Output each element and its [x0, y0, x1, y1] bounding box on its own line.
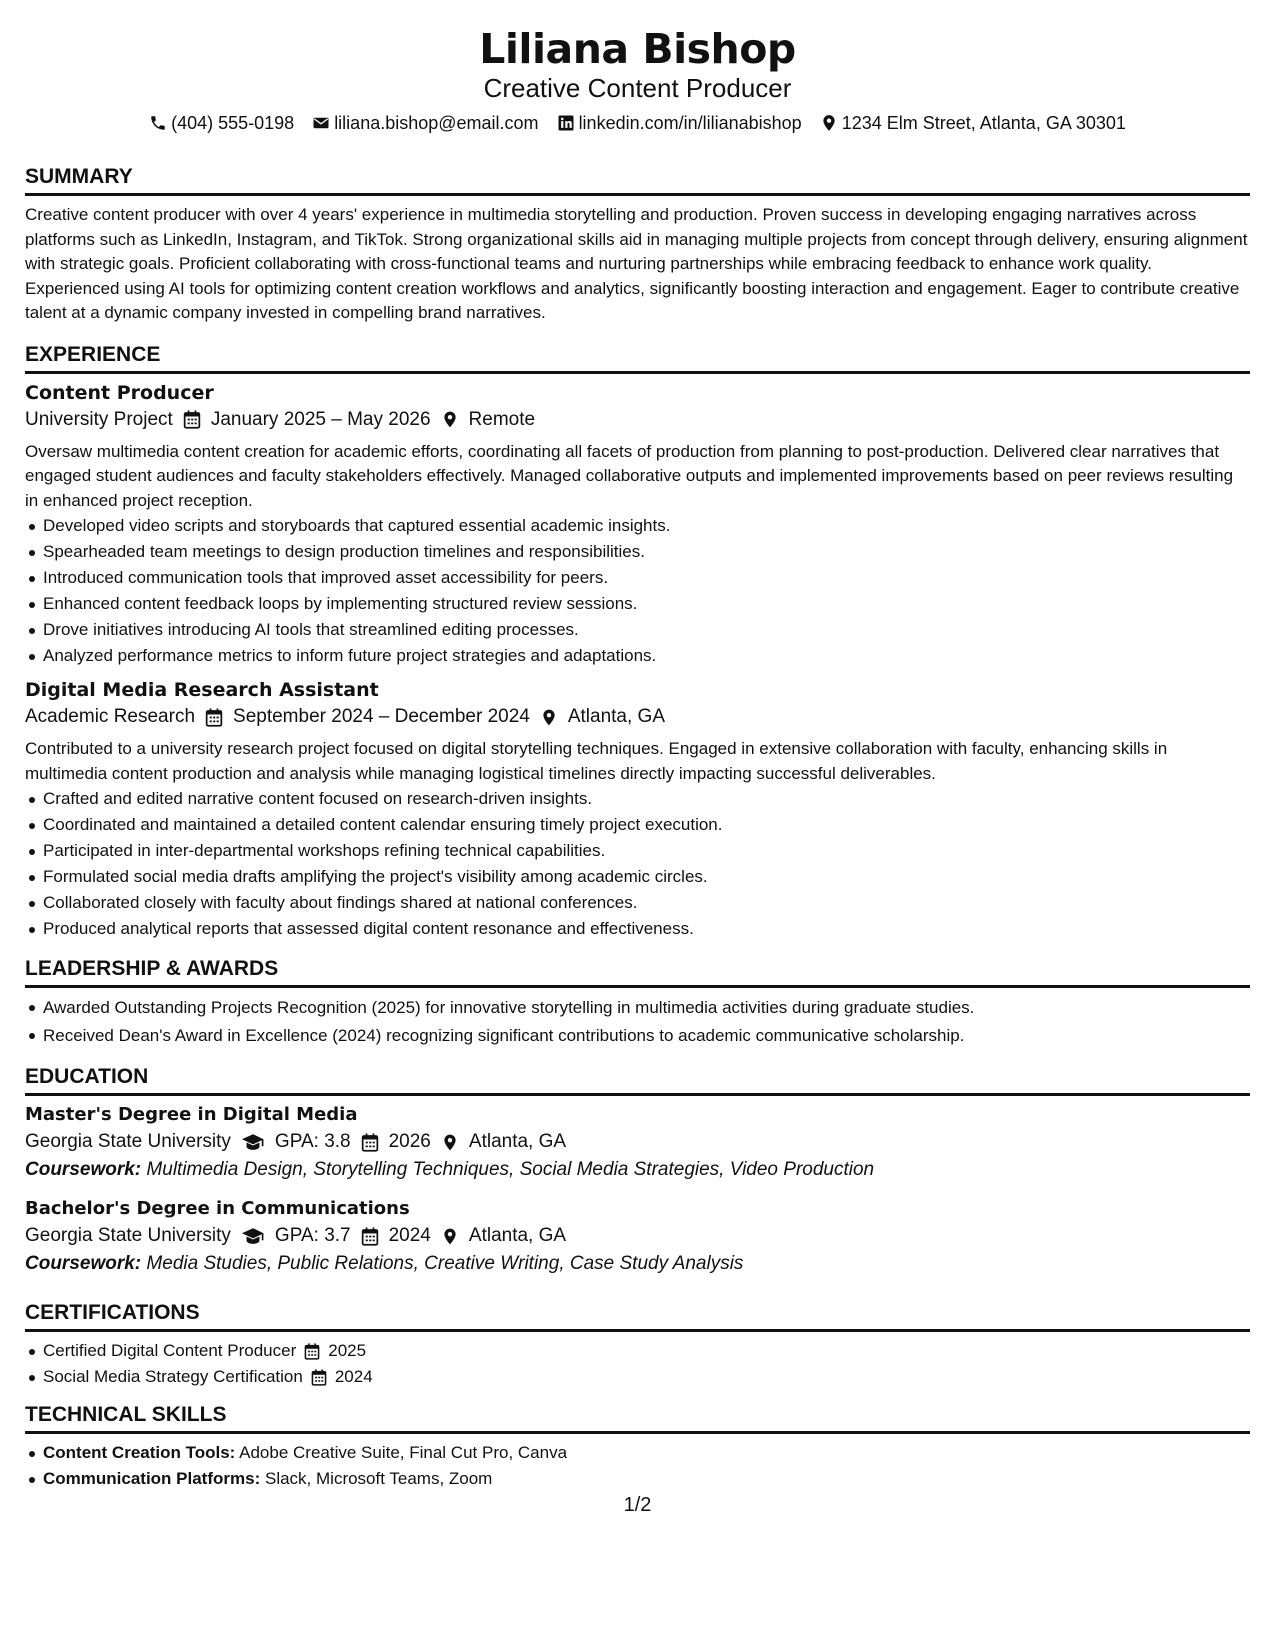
- education-entry: [25, 1102, 1250, 1184]
- skill-value: Adobe Creative Suite, Final Cut Pro, Canva: [239, 1443, 568, 1462]
- degree-title: Bachelor's Degree in Communications: [25, 1198, 410, 1219]
- education-heading: EDUCATION: [25, 1064, 1250, 1096]
- education-entry: [25, 1196, 1250, 1278]
- skill-value: Slack, Microsoft Teams, Zoom: [264, 1469, 493, 1488]
- contact-email-text: liliana.bishop@email.com: [334, 113, 539, 133]
- experience-heading: EXPERIENCE: [25, 342, 1250, 374]
- leadership-list: [25, 994, 1250, 1050]
- degree-meta: [25, 1128, 1250, 1156]
- degree-year: 2024: [388, 1225, 431, 1246]
- job-meta: [25, 406, 1250, 434]
- page-number: 1/2: [623, 1494, 652, 1516]
- certifications-list: [25, 1338, 1250, 1390]
- skills-list: [25, 1440, 1250, 1492]
- summary-text: Creative content producer with over 4 years' experience in multimedia storytelling and production. Proven success in developing engaging narratives across platforms such as LinkedIn, Instagram, and TikTok. Strong organizational skills aid in managing multiple projects from concept through delivery, ensuring alignment with strategic goals. Proficient collaborating with cross-functional teams and nurturing partnerships while embracing feedback to enhance work quality. Experienced using AI tools for optimizing content creation workflows and analytics, significantly boosting interaction and engagement. Eager to contribute creative talent at a dynamic company invested in compelling brand narratives.: [25, 205, 1248, 322]
- map-pin-icon: [441, 410, 459, 429]
- list-item: Produced analytical reports that assessed digital content resonance and effectiveness.: [25, 916, 1250, 942]
- education-section: [25, 1064, 1250, 1278]
- list-item: Participated in inter-departmental workshops refining technical capabilities.: [25, 838, 1250, 864]
- calendar-icon: [311, 1369, 327, 1386]
- list-item: Collaborated closely with faculty about findings shared at national conferences.: [25, 890, 1250, 916]
- school-name: Georgia State University: [25, 1225, 231, 1246]
- phone-icon: [149, 114, 167, 132]
- job-title: Content Producer: [25, 381, 214, 404]
- calendar-icon: [361, 1227, 379, 1246]
- skill-label: Content Creation Tools:: [43, 1443, 236, 1462]
- coursework-line: [25, 1156, 1250, 1184]
- skills-section: [25, 1402, 1250, 1492]
- summary-heading: SUMMARY: [25, 164, 1250, 196]
- job-org: Academic Research: [25, 706, 196, 727]
- calendar-icon: [183, 410, 201, 429]
- job-description: Contributed to a university research project focused on digital storytelling techniques. Engaged in extensive collaboration with faculty, enhancing skills in multimedia content production and analysis while managing logistical timelines directly impacting successful deliverables.: [25, 739, 1168, 783]
- job-title: Digital Media Research Assistant: [25, 679, 379, 701]
- list-item: Analyzed performance metrics to inform future project strategies and adaptations.: [25, 643, 1250, 669]
- coursework-label: Coursework:: [25, 1159, 142, 1180]
- graduation-cap-icon: [241, 1133, 265, 1152]
- school-name: Georgia State University: [25, 1131, 231, 1152]
- degree-title: Master's Degree in Digital Media: [25, 1104, 358, 1125]
- skill-label: Communication Platforms:: [43, 1469, 261, 1488]
- list-item: Spearheaded team meetings to design production timelines and responsibilities.: [25, 539, 1250, 565]
- certifications-heading: CERTIFICATIONS: [25, 1300, 1250, 1332]
- map-pin-icon: [441, 1227, 459, 1246]
- list-item: Crafted and edited narrative content focused on research-driven insights.: [25, 786, 1250, 812]
- list-item: [25, 1364, 1250, 1390]
- contact-linkedin[interactable]: [557, 111, 802, 135]
- experience-section: [25, 342, 1250, 943]
- job-dates: January 2025 – May 2026: [210, 408, 431, 430]
- skills-heading: TECHNICAL SKILLS: [25, 1402, 1250, 1434]
- envelope-icon: [312, 114, 330, 132]
- job-bullets: [25, 513, 1250, 669]
- leadership-section: [25, 956, 1250, 1050]
- degree-gpa: GPA: 3.7: [274, 1225, 351, 1246]
- contact-phone[interactable]: [149, 111, 294, 135]
- list-item: Received Dean's Award in Excellence (2024) recognizing significant contributions to academic communicative scholarship.: [25, 1022, 1250, 1050]
- job-entry: [25, 380, 1250, 670]
- resume-header: [25, 26, 1250, 135]
- calendar-icon: [205, 708, 223, 727]
- contact-phone-text: (404) 555-0198: [171, 113, 295, 133]
- list-item: Formulated social media drafts amplifying the project's visibility among academic circles.: [25, 864, 1250, 890]
- certification-name: Social Media Strategy Certification: [43, 1367, 303, 1386]
- certification-row: [43, 1364, 1250, 1390]
- job-org: University Project: [25, 408, 173, 430]
- job-bullets: [25, 786, 1250, 942]
- job-meta: [25, 703, 1250, 731]
- contact-address: [820, 111, 1126, 135]
- certification-year: 2025: [328, 1341, 367, 1360]
- list-item: Awarded Outstanding Projects Recognition (2025) for innovative storytelling in multimedia activities during graduate studies.: [25, 994, 1250, 1022]
- list-item: Coordinated and maintained a detailed content calendar ensuring timely project execution.: [25, 812, 1250, 838]
- certification-row: [43, 1338, 1250, 1364]
- candidate-headline: Creative Content Producer: [483, 73, 792, 103]
- list-item: Introduced communication tools that improved asset accessibility for peers.: [25, 565, 1250, 591]
- degree-year: 2026: [388, 1131, 431, 1152]
- list-item: Drove initiatives introducing AI tools that streamlined editing processes.: [25, 617, 1250, 643]
- coursework-label: Coursework:: [25, 1253, 142, 1274]
- coursework-line: [25, 1250, 1250, 1278]
- summary-section: [25, 164, 1250, 326]
- candidate-name: Liliana Bishop: [479, 25, 796, 73]
- calendar-icon: [304, 1343, 320, 1360]
- calendar-icon: [361, 1133, 379, 1152]
- contact-address-text: 1234 Elm Street, Atlanta, GA 30301: [841, 113, 1126, 133]
- linkedin-icon: [557, 114, 575, 132]
- coursework-text: Multimedia Design, Storytelling Techniques, Social Media Strategies, Video Production: [146, 1159, 875, 1180]
- degree-location: Atlanta, GA: [468, 1225, 567, 1246]
- certification-name: Certified Digital Content Producer: [43, 1341, 297, 1360]
- job-location: Remote: [468, 408, 536, 430]
- coursework-text: Media Studies, Public Relations, Creative Writing, Case Study Analysis: [146, 1253, 744, 1274]
- degree-location: Atlanta, GA: [468, 1131, 567, 1152]
- graduation-cap-icon: [241, 1227, 265, 1246]
- job-description: Oversaw multimedia content creation for academic efforts, coordinating all facets of production from planning to post-production. Delivered clear narratives that engaged student audiences and faculty stakeholders effectively. Managed collaborative outputs and implemented improvements based on peer reviews resulting in enhanced project reception.: [25, 441, 1234, 510]
- degree-gpa: GPA: 3.8: [274, 1131, 351, 1152]
- list-item: [25, 1338, 1250, 1364]
- map-pin-icon: [820, 114, 838, 132]
- job-entry: [25, 677, 1250, 942]
- job-location: Atlanta, GA: [567, 706, 666, 727]
- certifications-section: [25, 1300, 1250, 1390]
- map-pin-icon: [540, 708, 558, 727]
- degree-meta: [25, 1222, 1250, 1250]
- contact-bar: [25, 111, 1250, 135]
- list-item: Enhanced content feedback loops by implementing structured review sessions.: [25, 591, 1250, 617]
- leadership-heading: LEADERSHIP & AWARDS: [25, 956, 1250, 988]
- contact-linkedin-text: linkedin.com/in/lilianabishop: [578, 113, 802, 133]
- list-item: Developed video scripts and storyboards that captured essential academic insights.: [25, 513, 1250, 539]
- list-item: [25, 1466, 1250, 1492]
- certification-year: 2024: [334, 1367, 373, 1386]
- job-dates: September 2024 – December 2024: [233, 706, 530, 727]
- list-item: [25, 1440, 1250, 1466]
- map-pin-icon: [441, 1133, 459, 1152]
- contact-email[interactable]: [312, 111, 538, 135]
